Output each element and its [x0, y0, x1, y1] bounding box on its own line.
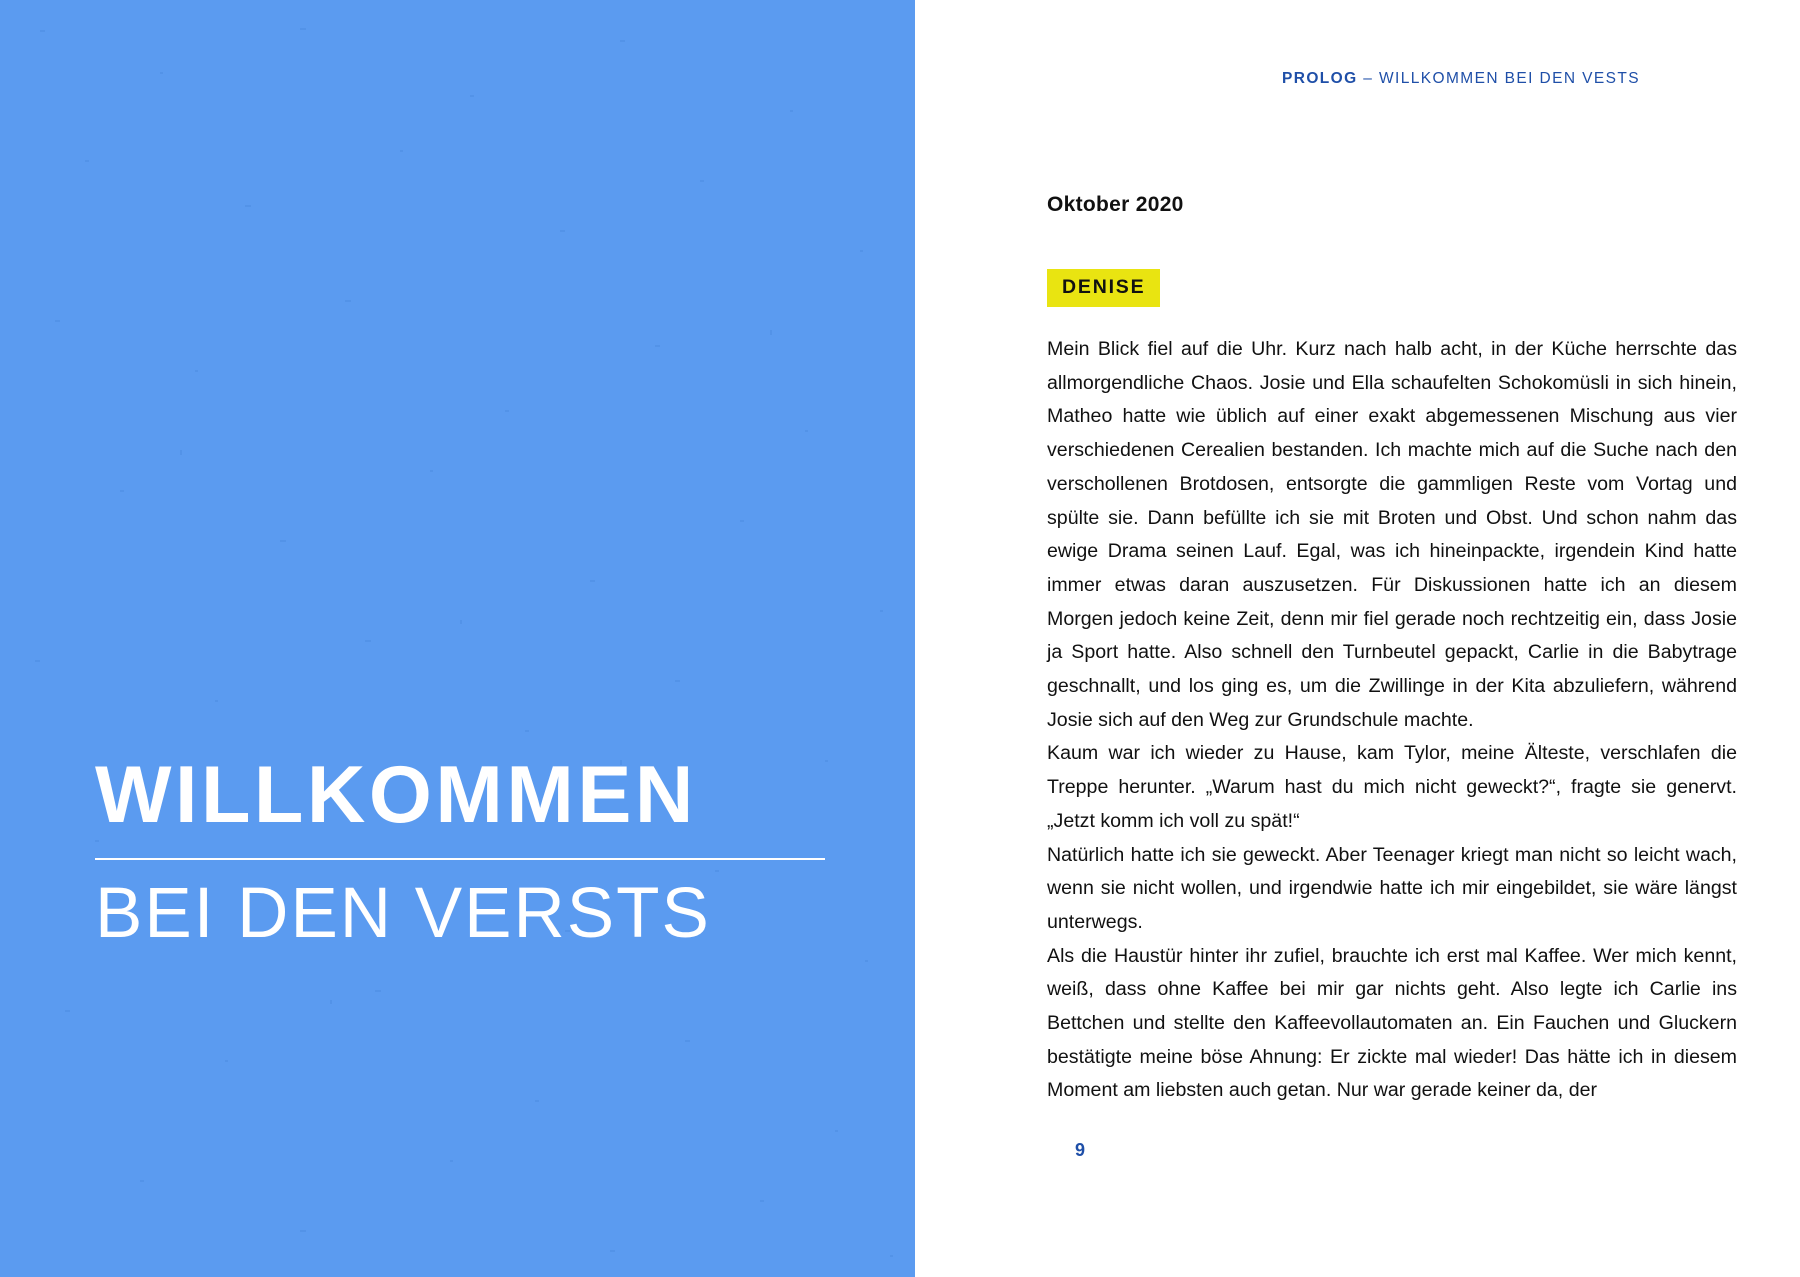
title-divider-rule	[95, 858, 825, 860]
chapter-title-block	[95, 750, 825, 953]
date-heading: Oktober 2020	[1047, 193, 1184, 216]
paragraph: Mein Blick fiel auf die Uhr. Kurz nach halb acht, in der Küche herrschte das allmorgendliche Chaos. Josie und Ella schaufelten Schokomüsli in sich hinein, Matheo hatte wie üblich auf einer exakt abgemessenen Mischung aus vier verschiedenen Cerealien bestanden. Ich machte mich auf die Suche nach den verschollenen Brotdosen, entsorgte die gammligen Reste vom Vortag und spülte sie. Dann befüllte ich sie mit Broten und Obst. Und schon nahm das ewige Drama seinen Lauf. Egal, was ich hineinpackte, irgendein Kind hatte immer etwas daran auszusetzen. Für Diskussionen hatte ich an diesem Morgen jedoch keine Zeit, denn mir fiel gerade noch rechtzeitig ein, dass Josie ja Sport hatte. Also schnell den Turnbeutel gepackt, Carlie in die Babytrage geschnallt, und los ging es, um die Zwillinge in der Kita abzuliefern, während Josie sich auf den Weg zur Grundschule machte.	[1047, 338, 1737, 731]
page-number: 9	[1075, 1140, 1086, 1160]
running-head-section: PROLOG	[1282, 70, 1358, 87]
speaker-badge: DENISE	[1047, 269, 1160, 307]
paragraph: Natürlich hatte ich sie geweckt. Aber Teenager kriegt man nicht so leicht wach, wenn sie nicht wollen, und irgendwie hatte ich mir eingebildet, sie wäre längst unterwegs.	[1047, 843, 1737, 933]
right-page-text	[915, 0, 1800, 1277]
running-head-title: – WILLKOMMEN BEI DEN VESTS	[1357, 70, 1640, 87]
running-head	[1282, 70, 1640, 88]
body-text	[1047, 333, 1737, 1108]
paragraph: Als die Haustür hinter ihr zufiel, brauchte ich erst mal Kaffee. Wer mich kennt, weiß, dass ohne Kaffee bei mir gar nichts geht. Also legte ich Carlie ins Bettchen und stellte den Kaffeevollautomaten an. Ein Fauchen und Gluckern bestätigte meine böse Ahnung: Er zickte mal wieder! Das hätte ich in diesem Moment am liebsten auch getan. Nur war gerade keiner da, der	[1047, 944, 1737, 1102]
chapter-title-main: WILLKOMMEN	[95, 750, 697, 840]
paragraph: Kaum war ich wieder zu Hause, kam Tylor, meine Älteste, verschlafen die Treppe herunter. „Warum hast du mich nicht geweckt?“, fragte sie genervt. „Jetzt komm ich voll zu spät!“	[1047, 742, 1737, 832]
chapter-title-sub: BEI DEN VERSTS	[95, 874, 711, 953]
